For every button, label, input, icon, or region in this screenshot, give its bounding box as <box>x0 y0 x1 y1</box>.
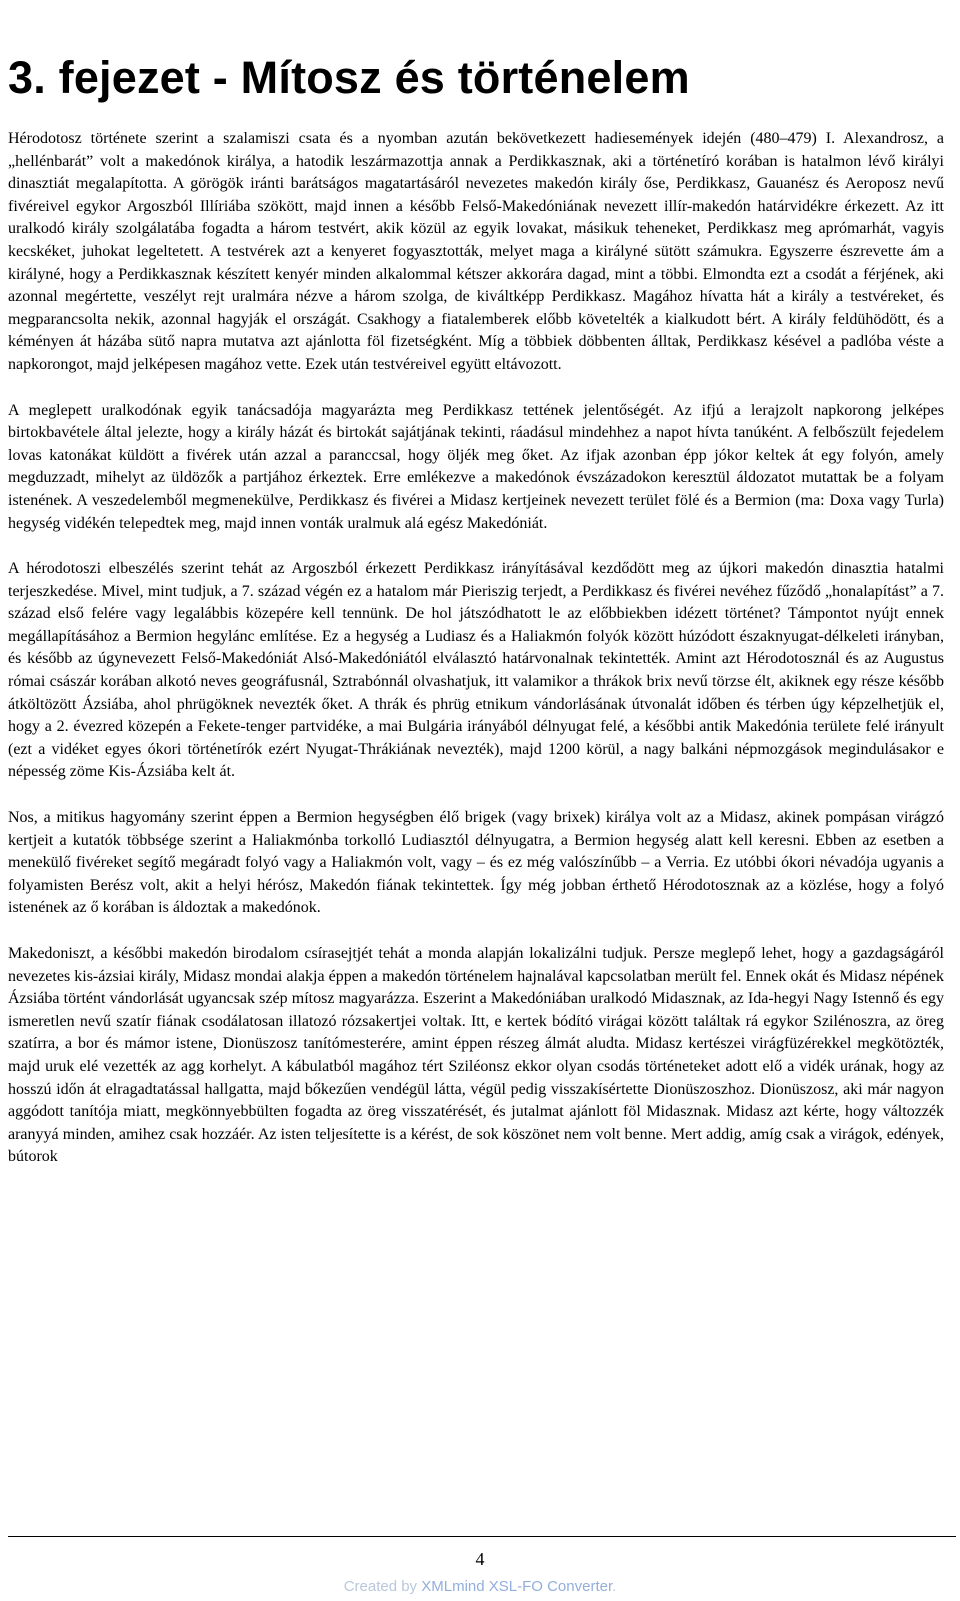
paragraph-5: Makedoniszt, a későbbi makedón birodalom csírasejtjét tehát a monda alapján lokalizálni tudjuk. Persze meglepő lehet, hogy a gazdagságáról nevezetes kis-ázsiai király, Midasz mondai alakja éppen a makedón történelem hajnalával kapcsolatban merült fel. Ennek okát és Midasz népének Ázsiába történt vándorlását ugyancsak szép mítosz magyarázza. Eszerint a Makedóniában uralkodó Midasznak, az Ida-hegyi Nagy Istennő és egy ismeretlen nevű szatír fiának csodálatosan illatozó rózsakertjei voltak. Itt, e kertek bódító virágai között találtak rá egykor Szilénoszra, az öreg szatírra, a bor és mámor istene, Dionüszosz tanítómesterére, amint éppen részeg álmát aludta. Midasz kertészei virágfüzérekkel megkötözték, majd uruk elé vezették az agg korhelyt. A kábulatból magához tért Sziléonsz ekkor olyan csodás történeteket adott elő a vidék urának, hogy az hosszú időn át elragadtatással hallgatta, majd bőkezűen vendégül látta, végül pedig visszakísértette Dionüszoszhoz. Dionüszosz, aki már nagyon aggódott tanítója miatt, megkönnyebbülten fogadta az öreg visszatérését, és jutalmat ajánlott föl Midasznak. Midasz azt kérte, hogy változzék aranyyá minden, amihez csak hozzáér. Az isten teljesítette is a kérést, de sok köszönet nem volt benne. Mert addig, amíg csak a virágok, edények, bútorok <box>8 945 944 1166</box>
credit-suffix: . <box>612 1578 617 1595</box>
chapter-title: 3. fejezet - Mítosz és történelem <box>8 52 690 103</box>
paragraph-1: Hérodotosz története szerint a szalamiszi csata és a nyomban azután bekövetkezett hadiesemények idején (480–479) I. Alexandrosz, a „hellénbarát” volt a makedónok királya, a hatodik leszármazottja annak a Perdikkasznak, aki a történetíró korában is hatalmon lévő királyi dinasztiát megalapította. A görögök iránti barátságos magatartásáról nevezetes makedón király őse, Perdikkasz, Gauanész és Aeroposz nevű fivéreivel egykor Argoszból Illíriába szökött, majd innen a később Felső-Makedóniának nevezett illír-makedón határvidékre érkezett. Az itt uralkodó király szolgálatába fogadta a három testvért, akik közül az egyik lovakat, másikuk teheneket, Perdikkasz meg aprómarhát, vagyis kecskéket, juhokat legeltetett. A testvérek azt a kenyeret fogyasztották, melyet maga a királyné sütött számukra. Egyszerre észrevette ám a királyné, hogy a Perdikkasznak készített kenyér minden alkalommal kétszer akkorára dagad, mint a többi. Elmondta ezt a csodát a férjének, aki azonnal megértette, veszélyt rejt uralmára nézve a három szolga, de kiváltképp Perdikkasz. Magához hívatta hát a király a testvéreket, és megparancsolta nekik, azonnal hagyják el országát. Csakhogy a fiatalemberek előbb követelték a kialkudott bért. A király feldühödött, és a kéményen át házába sütő napra mutatva azt ajánlotta föl fizetségként. Míg a többiek döbbenten álltak, Perdikkasz késével a padlóba véste a napkorongot, majd jelképesen magához vette. Ezek után testvéreivel együtt eltávozott. <box>8 130 944 373</box>
credit-link[interactable]: XMLmind XSL-FO Converter <box>421 1578 613 1595</box>
converter-credit <box>0 1578 960 1595</box>
footer-divider <box>8 1536 956 1537</box>
paragraph-3: A hérodotoszi elbeszélés szerint tehát az Argoszból érkezett Perdikkasz irányításával kezdődött meg az újkori makedón dinasztia hatalmi terjeszkedése. Mivel, mint tudjuk, a 7. század végén ez a hatalom már Pieriszig terjedt, a Perdikkasz és fivérei nevéhez fűződő „honalapítást” a 7. század első felére vagy legalábbis közepére kell tennünk. De hol játszódhatott le az előbbiekben idézett történet? Támpontot nyújt ennek megállapításához a Bermion hegylánc említése. Ez a hegység a Ludiasz és a Haliakmón folyók között húzódott északnyugat-délkeleti irányban, és később az úgynevezett Felső-Makedóniát Alsó-Makedóniától elválasztó határvonalnak tekintették. Amint azt Hérodotosznál és az Augustus római császár korában alkotó neves geográfusnál, Sztrabónnál olvashatjuk, itt valamikor a thrákok brix nevű törzse élt, akiknek egy része később átköltözött Ázsiába, ahol phrügöknek nevezték őket. A thrák és phrüg etnikum vándorlásának útvonalát időben és térben úgy képzelhetjük el, hogy a 2. évezred közepén a Fekete-tenger partvidéke, a mai Bulgária irányából délnyugat felé, a későbbi antik Makedónia területe felé irányult (ezt a vidéket egyes ókori történetírók ezért Nyugat-Thrákiának nevezték), majd 1200 körül, a nagy balkáni népmozgások megindulásakor e népesség zöme Kis-Ázsiába kelt át. <box>8 560 944 781</box>
paragraph-2: A meglepett uralkodónak egyik tanácsadója magyarázta meg Perdikkasz tettének jelentőségét. Az ifjú a lerajzolt napkorong jelképes birtokbavétele által jelezte, hogy a király házát és birtokát sajátjának tekinti, ráadásul mindehhez a napot hívta tanúként. A felbőszült fejedelem lovas katonákat küldött a fivérek után azzal a paranccsal, hogy öljék meg őket. Az ifjak azonban épp jókor keltek át egy folyón, amely megduzzadt, mihelyt az üldözők a partjához érkeztek. Erre emlékezve a makedónok évszázadokon keresztül áldozatot mutattak be a folyam istenének. A veszedelemből megmenekülve, Perdikkasz és fivérei a Midasz kertjeinek nevezett terület fölé és a Bermion (ma: Doxa vagy Turla) hegység vidékén telepedtek meg, majd innen vonták uralmuk alá egész Makedóniát. <box>8 401 944 532</box>
page-number: 4 <box>475 1549 485 1569</box>
body-text <box>8 128 944 1192</box>
paragraph-4: Nos, a mitikus hagyomány szerint éppen a Bermion hegységben élő brigek (vagy brixek) királya volt az a Midasz, akinek pompásan virágzó kertjeit a kutatók többsége szerint a Haliakmónba torkolló Ludiasztól délnyugatra, a Bermion hegység alatt kell keresni. Ebben az esetben a menekülő fivéreket segítő megáradt folyó vagy a Haliakmón volt, vagy – és ez még valószínűbb – a Verria. Ez utóbbi ókori névadója ugyanis a folyamisten Berész volt, akit a helyi hérósz, Makedón fiának tekintettek. Így még jobban érthető Hérodotosznak az a közlése, hogy a folyó istenének az ő korában is áldoztak a makedónok. <box>8 809 944 917</box>
credit-prefix: Created by <box>343 1578 422 1595</box>
